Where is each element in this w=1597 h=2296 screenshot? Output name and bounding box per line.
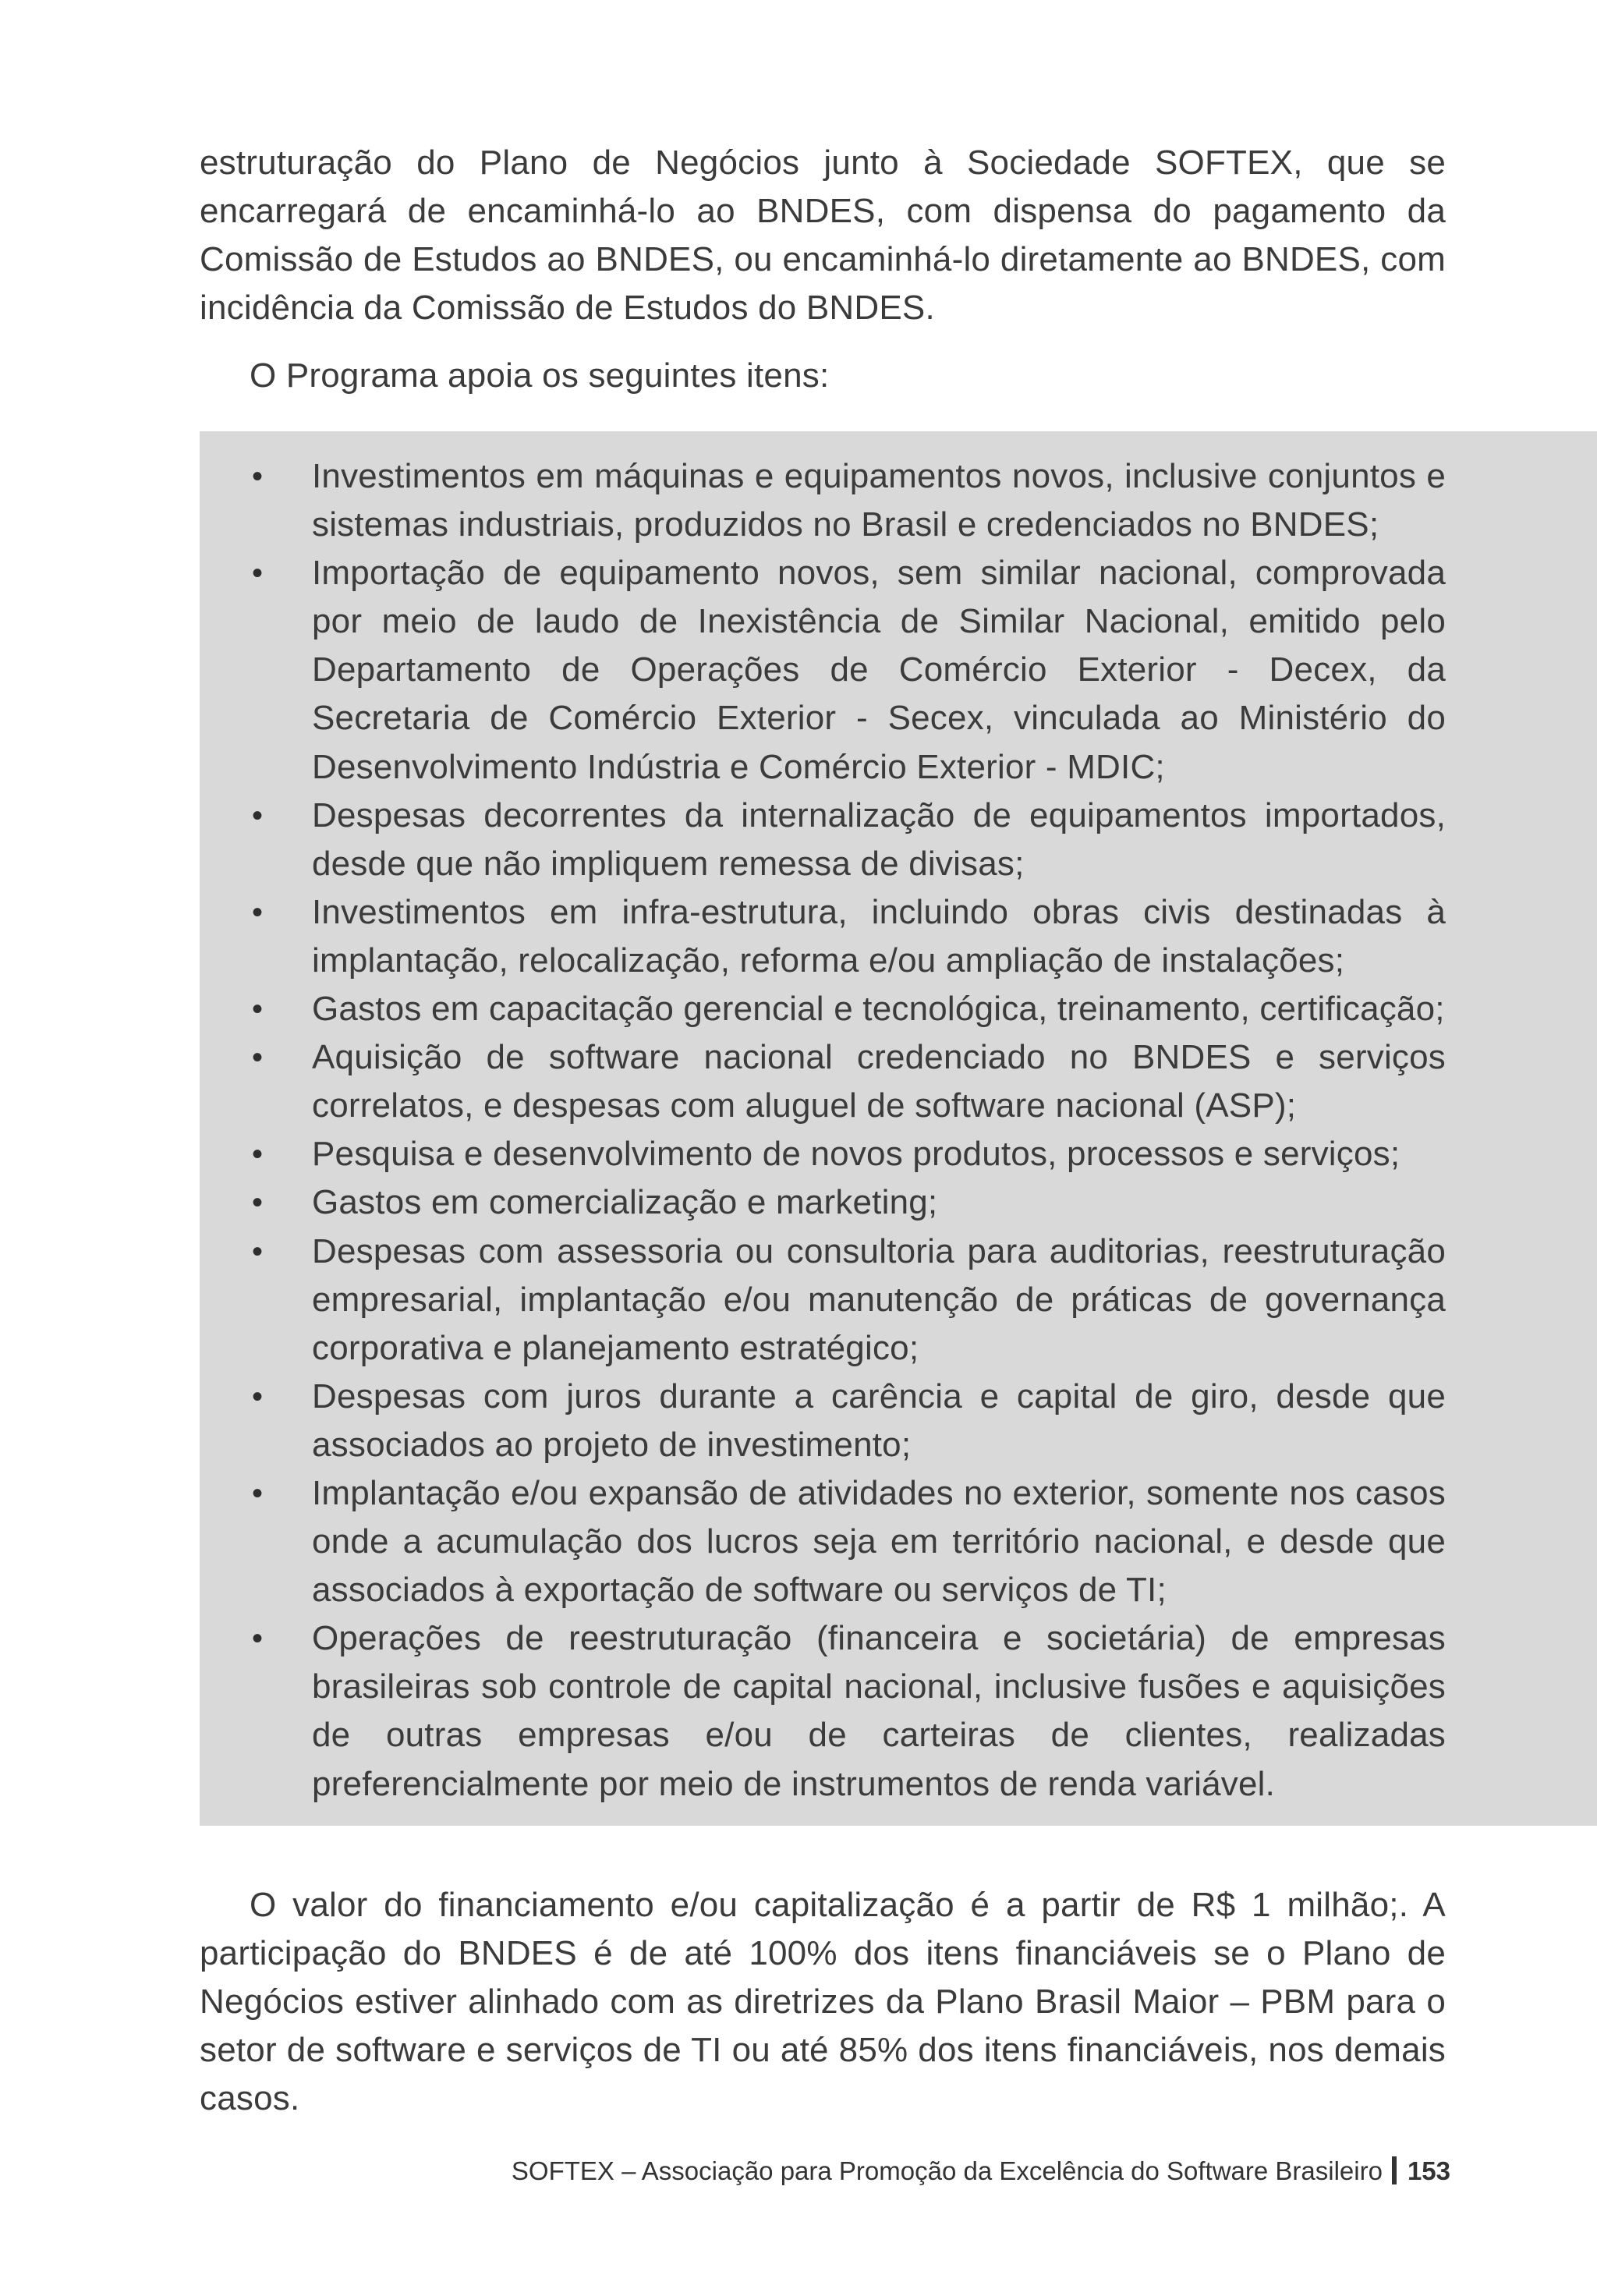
- list-item-text: Gastos em comercialização e marketing;: [312, 1183, 938, 1222]
- list-item: [200, 985, 1446, 1033]
- list-item: [200, 1373, 1446, 1469]
- list-item-text: Operações de reestruturação (financeira e societária) de empresas brasileiras sob controle de capital nacional, inclusive fusões e aquisições de outras empresas e/ou de carteiras de clientes, realizadas preferencialmente por meio de instrumentos de renda variável.: [312, 1619, 1446, 1803]
- bullet-icon: •: [252, 992, 264, 1027]
- list-item-text: Despesas com assessoria ou consultoria para auditorias, reestruturação empresarial, implantação e/ou manutenção de práticas de governança corporativa e planejamento estratégico;: [312, 1231, 1446, 1367]
- intro-paragraph: estruturação do Plano de Negócios junto à Sociedade SOFTEX, que se encarregará de encaminhá-lo ao BNDES, com dispensa do pagamento da Comissão de Estudos ao BNDES, ou encaminhá-lo diretamente ao BNDES, com incidência da Comissão de Estudos do BNDES.: [200, 144, 1446, 327]
- supported-items-list: [200, 452, 1446, 1809]
- list-item: [200, 1228, 1446, 1373]
- list-lead-paragraph: O Programa apoia os seguintes itens:: [250, 356, 830, 395]
- list-item: [200, 1178, 1446, 1227]
- list-item-text: Investimentos em máquinas e equipamentos novos, inclusive conjuntos e sistemas industriais, produzidos no Brasil e credenciados no BNDES;: [312, 457, 1446, 544]
- list-item: [200, 1614, 1446, 1808]
- closing-paragraph: O valor do financiamento e/ou capitalização é a partir de R$ 1 milhão;. A participação do BNDES é de até 100% dos itens financiáveis se o Plano de Negócios estiver alinhado com as diretrizes da Plano Brasil Maior – PBM para o setor de software e serviços de TI ou até 85% dos itens financiáveis, nos demais casos.: [200, 1886, 1446, 2117]
- list-item-text: Despesas decorrentes da internalização de equipamentos importados, desde que não impliquem remessa de divisas;: [312, 795, 1446, 883]
- list-item-text: Aquisição de software nacional credenciado no BNDES e serviços correlatos, e despesas com aluguel de software nacional (ASP);: [312, 1038, 1446, 1125]
- list-item: [200, 1033, 1446, 1130]
- page-number: 153: [1407, 2156, 1450, 2185]
- bullet-icon: •: [252, 1379, 264, 1414]
- bullet-icon: •: [252, 1185, 264, 1221]
- list-item-text: Implantação e/ou expansão de atividades no exterior, somente nos casos onde a acumulação dos lucros seja em território nacional, e desde que associados à exportação de software ou serviços de TI;: [312, 1473, 1446, 1610]
- list-item: [200, 888, 1446, 985]
- bullet-icon: •: [252, 556, 264, 591]
- bullet-icon: •: [252, 1137, 264, 1172]
- list-item: [200, 1130, 1446, 1178]
- footer-divider: [1392, 2156, 1397, 2184]
- list-item-text: Pesquisa e desenvolvimento de novos produtos, processos e serviços;: [312, 1135, 1400, 1174]
- list-item: [200, 549, 1446, 791]
- bullet-icon: •: [252, 1621, 264, 1656]
- bullet-icon: •: [252, 798, 264, 833]
- bullet-icon: •: [252, 459, 264, 494]
- list-item-text: Despesas com juros durante a carência e capital de giro, desde que associados ao projeto de investimento;: [312, 1377, 1446, 1464]
- bullet-icon: •: [252, 895, 264, 930]
- bullet-icon: •: [252, 1040, 264, 1075]
- list-item: [200, 1469, 1446, 1614]
- list-item: [200, 452, 1446, 549]
- list-item-text: Gastos em capacitação gerencial e tecnológica, treinamento, certificação;: [312, 990, 1445, 1029]
- list-item: [200, 792, 1446, 888]
- page-footer: [512, 2154, 1450, 2188]
- footer-text: SOFTEX – Associação para Promoção da Excelência do Software Brasileiro: [511, 2156, 1383, 2185]
- bullet-icon: •: [252, 1234, 264, 1269]
- list-item-text: Importação de equipamento novos, sem similar nacional, comprovada por meio de laudo de Inexistência de Similar Nacional, emitido pelo Departamento de Operações de Comércio Exterior - Decex, da Secretaria de Comércio Exterior - Secex, vinculada ao Ministério do Desenvolvimento Indústria e Comércio Exterior - MDIC;: [312, 554, 1446, 786]
- bullet-icon: •: [252, 1476, 264, 1511]
- list-item-text: Investimentos em infra-estrutura, incluindo obras civis destinadas à implantação, relocalização, reforma e/ou ampliação de instalações;: [312, 892, 1446, 980]
